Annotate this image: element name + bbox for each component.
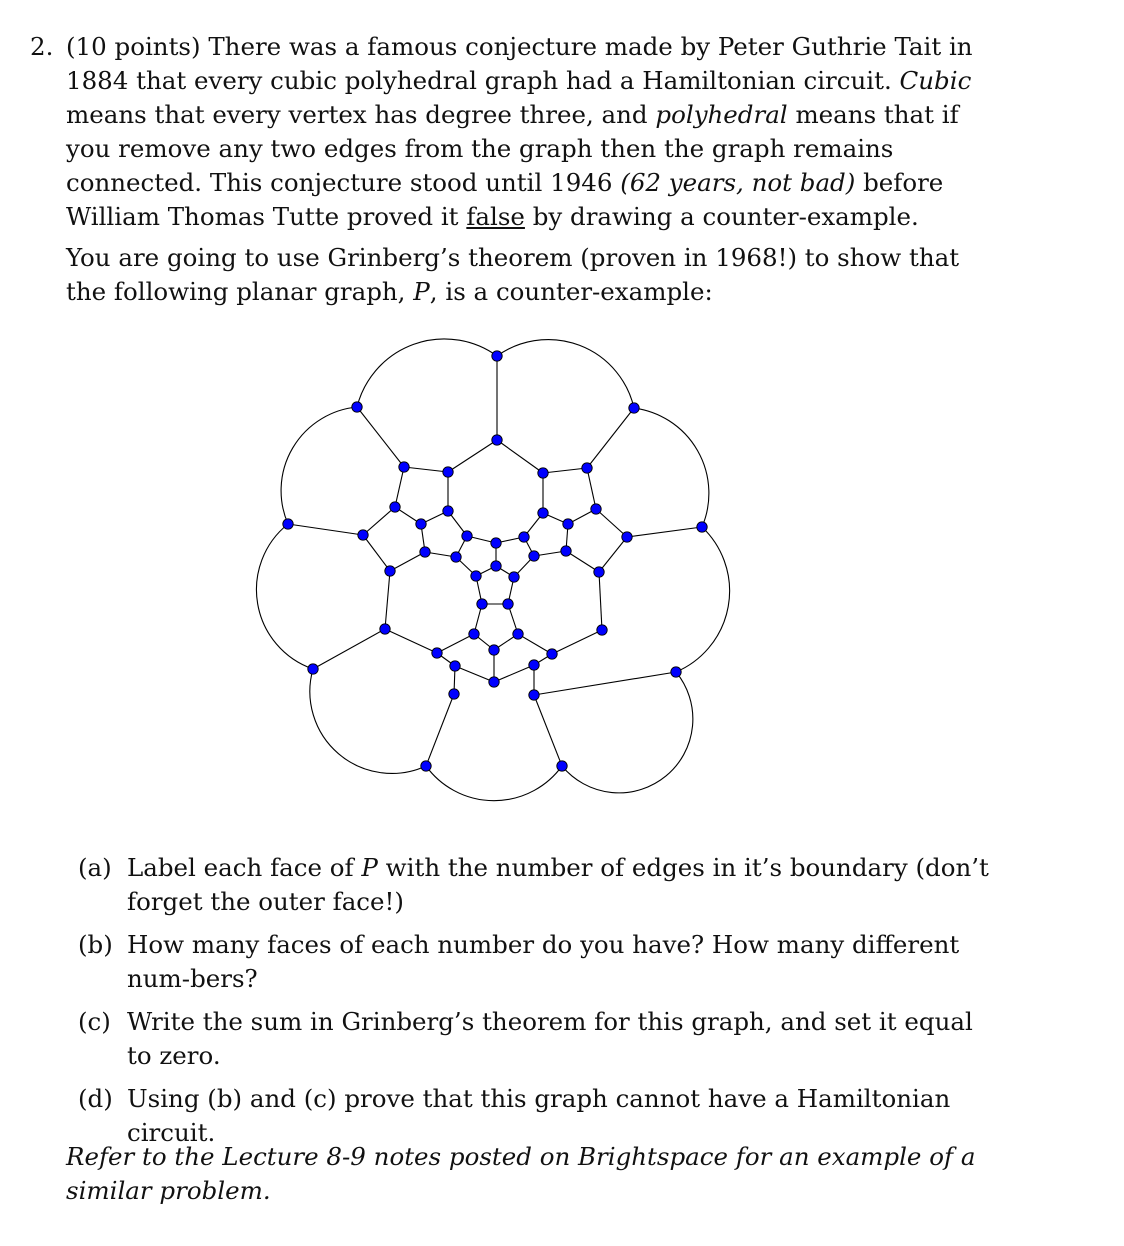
- graph-edge-arc: [497, 340, 634, 408]
- graph-edge: [448, 440, 497, 472]
- graph-edge-arc: [357, 339, 497, 407]
- graph-vertex: [629, 403, 639, 413]
- part-b: [78, 928, 994, 996]
- intro-text-3: means that if you remove any two edges from the graph then the graph remains connected. This conjecture stood until 1946: [66, 100, 959, 197]
- term-polyhedral: polyhedral: [655, 100, 788, 129]
- part-d-text: Using (b) and (c) prove that this graph cannot have a Hamiltonian circuit.: [127, 1084, 951, 1147]
- intro-text-1: There was a famous conjecture made by Peter Guthrie Tait in 1884 that every cubic polyhedral graph had a Hamiltonian circuit.: [66, 32, 973, 95]
- graph-vertex: [538, 468, 548, 478]
- points-label: (10 points): [66, 32, 201, 61]
- part-a: [78, 851, 994, 919]
- graph-vertex: [380, 624, 390, 634]
- graph-name: P: [413, 277, 430, 306]
- graph-edge-arc: [310, 669, 426, 773]
- graph-edge: [437, 634, 474, 653]
- graph-edge: [313, 629, 385, 669]
- graph-vertex: [469, 629, 479, 639]
- graph-edge: [596, 509, 627, 537]
- part-a-text-2: with the number of edges in it’s boundary (don’t forget the outer face!): [127, 853, 989, 916]
- graph-vertex: [491, 538, 501, 548]
- part-d-label: (d): [78, 1084, 113, 1113]
- graph-edge: [552, 630, 602, 654]
- graph-vertex: [477, 599, 487, 609]
- graph-vertex: [462, 531, 472, 541]
- graph-vertex: [489, 645, 499, 655]
- graph-edge: [627, 527, 702, 537]
- graph-edge: [534, 672, 676, 695]
- graph-vertex: [503, 599, 513, 609]
- intro-text-4: before William Thomas Tutte proved it: [66, 168, 944, 231]
- graph-vertex: [547, 649, 557, 659]
- graph-edge: [534, 695, 562, 766]
- graph-vertex: [451, 552, 461, 562]
- graph-edge: [497, 440, 543, 473]
- graph-edge: [518, 634, 552, 654]
- graph-vertex: [597, 625, 607, 635]
- graph-edge-arc: [562, 672, 693, 793]
- aside-text: (62 years, not bad): [620, 168, 856, 197]
- graph-edge-arc: [634, 408, 709, 527]
- part-a-label: (a): [78, 853, 112, 882]
- graph-vertex: [283, 519, 293, 529]
- graph-vertex: [416, 519, 426, 529]
- graph-edge: [395, 467, 404, 507]
- problem-number: 2.: [30, 32, 54, 61]
- graph-edge: [494, 665, 534, 682]
- graph-vertex: [308, 664, 318, 674]
- graph-vertex: [529, 551, 539, 561]
- graph-vertex: [513, 629, 523, 639]
- part-c-label: (c): [78, 1007, 111, 1036]
- graph-edge: [566, 551, 599, 572]
- graph-vertex: [352, 402, 362, 412]
- graph-edge: [404, 467, 448, 472]
- graph-vertex: [529, 690, 539, 700]
- graph-edge-arc: [256, 524, 313, 669]
- problem-intro: [66, 30, 994, 234]
- graph-edge: [543, 468, 587, 473]
- graph-vertex: [491, 561, 501, 571]
- graph-vertex: [450, 661, 460, 671]
- graph-edge: [587, 408, 634, 468]
- graph-vertex: [594, 567, 604, 577]
- sub-questions: [78, 851, 994, 1159]
- graph-edge: [599, 537, 627, 572]
- graph-edge: [385, 629, 437, 653]
- graph-vertex: [385, 566, 395, 576]
- graph-edge: [455, 666, 494, 682]
- graph-vertex: [492, 351, 502, 361]
- term-cubic: Cubic: [899, 66, 972, 95]
- part-a-text-1: Label each face of: [127, 853, 354, 882]
- graph-vertex: [509, 572, 519, 582]
- graph-vertex: [563, 519, 573, 529]
- task-text-1: You are going to use Grinberg’s theorem (proven in 1968!) to show that the following planar graph,: [66, 243, 960, 306]
- graph-vertices: [283, 351, 707, 771]
- intro-text-5: by drawing a counter-example.: [532, 202, 919, 231]
- graph-edge: [357, 407, 404, 467]
- graph-edge: [385, 571, 390, 629]
- graph-vertex: [432, 648, 442, 658]
- graph-vertex: [449, 689, 459, 699]
- intro-text-2: means that every vertex has degree three, and: [66, 100, 648, 129]
- reference-note: Refer to the Lecture 8-9 notes posted on Brightspace for an example of a similar problem.: [66, 1142, 976, 1205]
- previous-text-fragment: [60, 0, 1020, 4]
- part-a-var: P: [361, 853, 378, 882]
- part-b-text: How many faces of each number do you have? How many different num-bers?: [127, 930, 960, 993]
- graph-edge-arc: [676, 527, 730, 672]
- graph-vertex: [557, 761, 567, 771]
- graph-vertex: [443, 467, 453, 477]
- graph-vertex: [591, 504, 601, 514]
- graph-vertex: [519, 532, 529, 542]
- part-c: [78, 1005, 994, 1073]
- graph-vertex: [420, 547, 430, 557]
- graph-edge: [363, 535, 390, 571]
- graph-vertex: [492, 435, 502, 445]
- graph-vertex: [489, 677, 499, 687]
- false-word: false: [466, 202, 525, 231]
- graph-edge: [390, 552, 425, 571]
- graph-vertex: [671, 667, 681, 677]
- graph-vertex: [399, 462, 409, 472]
- graph-edge: [288, 524, 363, 535]
- graph-vertex: [622, 532, 632, 542]
- graph-vertex: [443, 506, 453, 516]
- graph-vertex: [358, 530, 368, 540]
- graph-vertex: [390, 502, 400, 512]
- task-text-2: , is a counter-example:: [429, 277, 713, 306]
- graph-edge: [426, 694, 454, 766]
- graph-edge-arc: [281, 407, 357, 524]
- graph-edge: [363, 507, 395, 535]
- task-statement: [66, 241, 994, 309]
- graph-vertex: [421, 761, 431, 771]
- graph-vertex: [471, 571, 481, 581]
- graph-vertex: [582, 463, 592, 473]
- planar-graph-figure: [250, 330, 740, 810]
- graph-edge: [599, 572, 602, 630]
- graph-edge-arc: [426, 766, 562, 801]
- graph-edge: [587, 468, 596, 509]
- part-b-label: (b): [78, 930, 113, 959]
- graph-vertex: [561, 546, 571, 556]
- graph-vertex: [697, 522, 707, 532]
- graph-vertex: [538, 508, 548, 518]
- part-c-text: Write the sum in Grinberg’s theorem for this graph, and set it equal to zero.: [127, 1007, 973, 1070]
- graph-vertex: [529, 660, 539, 670]
